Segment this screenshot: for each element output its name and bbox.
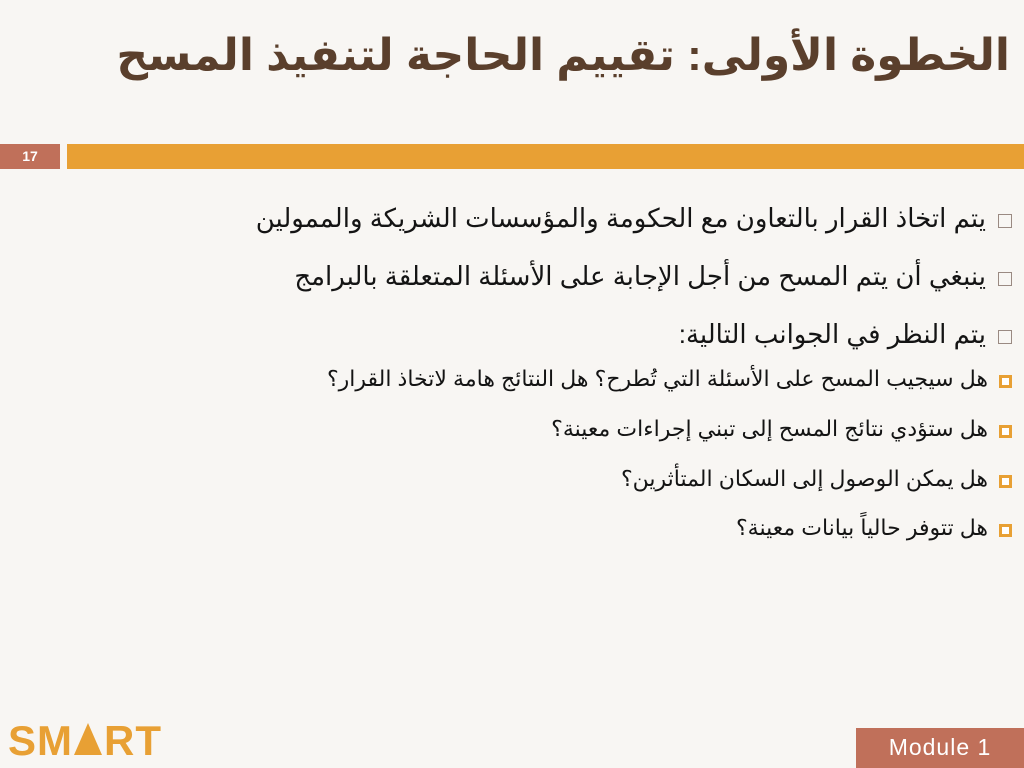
- slide-number: 17: [0, 144, 60, 169]
- bullet-text: يتم اتخاذ القرار بالتعاون مع الحكومة والمؤسسات الشريكة والممولين: [255, 203, 986, 233]
- bullet-item: [112, 260, 1012, 294]
- svg-text:RT: RT: [104, 717, 162, 761]
- bullet-text: يتم النظر في الجوانب التالية:: [678, 318, 986, 349]
- orange-square-icon: [999, 524, 1012, 537]
- sub-bullet-item: [112, 465, 1012, 494]
- sub-bullet-text: هل يمكن الوصول إلى السكان المتأثرين؟: [620, 465, 988, 491]
- sub-bullet-text: هل سيجيب المسح على الأسئلة التي تُطرح؟ هل النتائج هامة لاتخاذ القرار؟: [326, 366, 988, 392]
- orange-square-icon: [999, 475, 1012, 488]
- bullet-item: [112, 202, 1012, 236]
- sub-bullet-item: [112, 415, 1012, 444]
- orange-square-icon: [999, 425, 1012, 438]
- sub-bullet-item: [112, 365, 1012, 394]
- hollow-square-icon: [998, 214, 1012, 228]
- svg-text:SM: SM: [8, 717, 73, 761]
- bullet-text: ينبغي أن يتم المسح من أجل الإجابة على الأسئلة المتعلقة بالبرامج: [294, 260, 986, 291]
- smart-logo-graphic: [8, 717, 168, 761]
- orange-square-icon: [999, 375, 1012, 388]
- module-badge: Module 1: [856, 728, 1024, 768]
- slide-title: الخطوة الأولى: تقييم الحاجة لتنفيذ المسح: [116, 31, 1010, 80]
- hollow-square-icon: [998, 330, 1012, 344]
- accent-bar: [67, 144, 1024, 169]
- sub-bullet-text: هل تتوفر حالياً بيانات معينة؟: [736, 515, 988, 541]
- sub-bullet-item: [112, 514, 1012, 543]
- sub-bullet-text: هل ستؤدي نتائج المسح إلى تبني إجراءات معينة؟: [551, 415, 988, 441]
- smart-logo: [8, 717, 168, 768]
- slide-content: [112, 202, 1012, 564]
- bullet-item: [112, 318, 1012, 352]
- hollow-square-icon: [998, 272, 1012, 286]
